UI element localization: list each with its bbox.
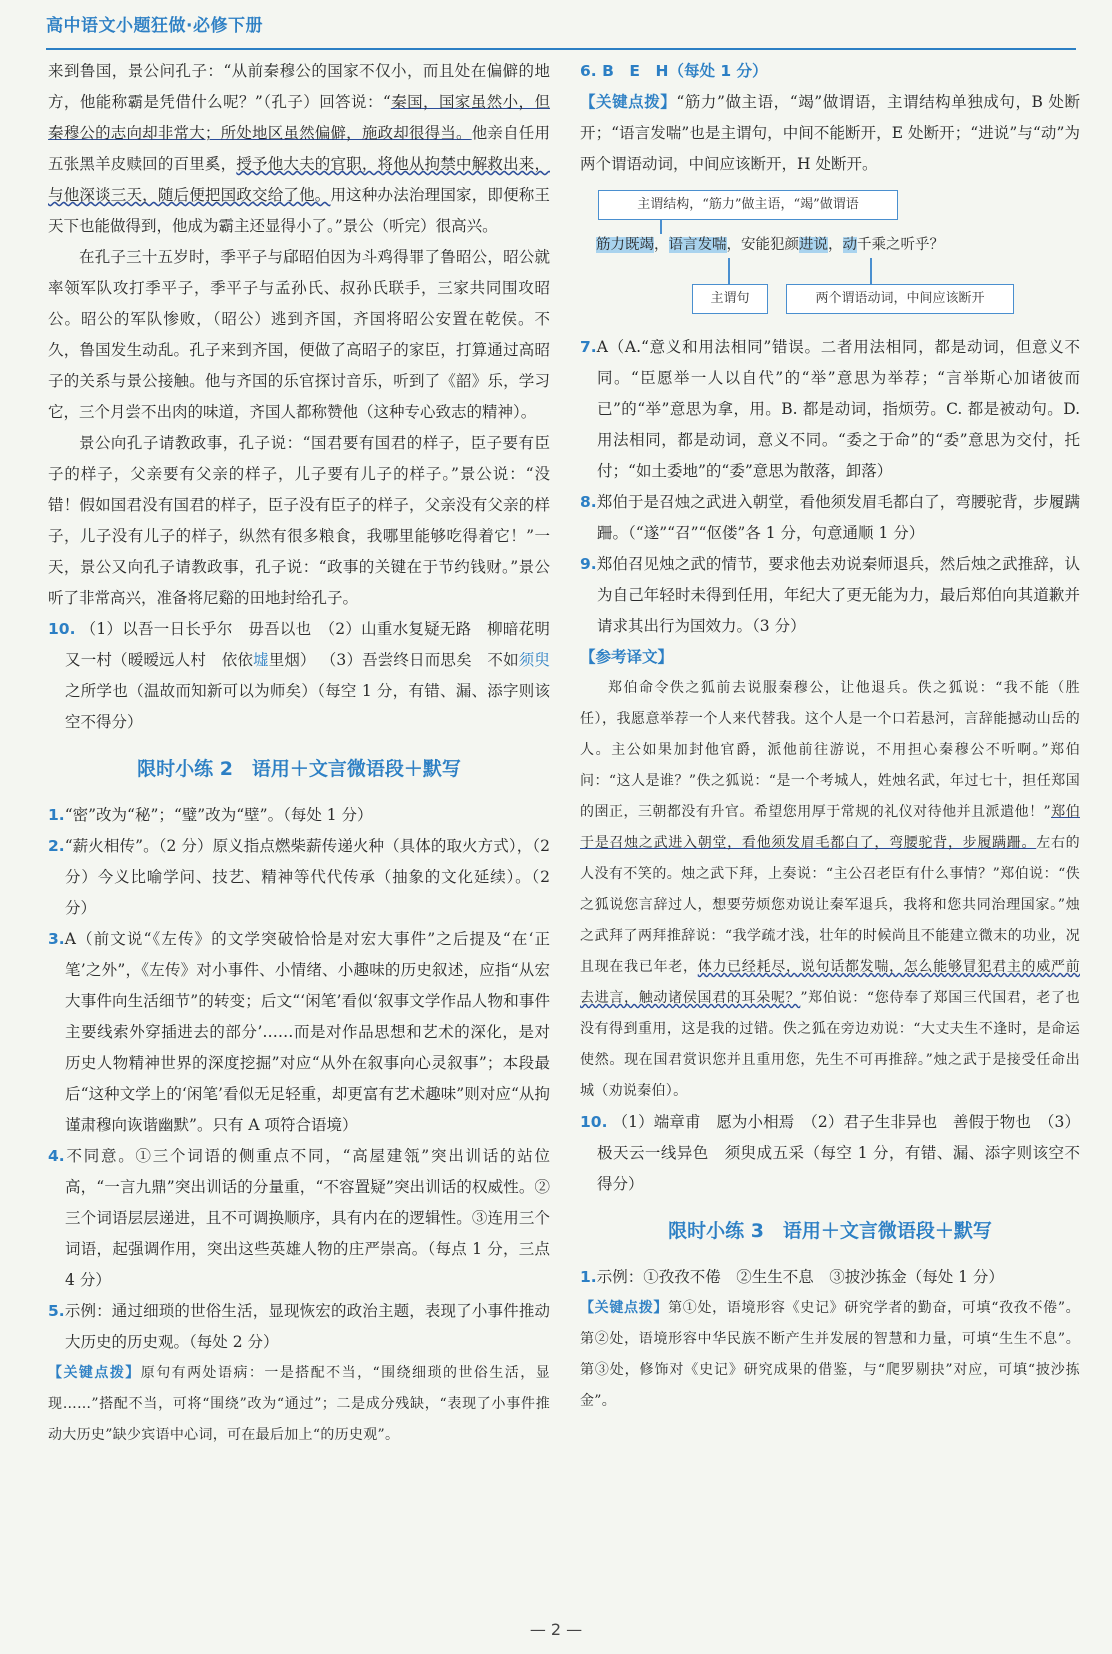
wavy-underlined-text: 体力已经耗尽，说句话都发喘，怎么能够冒犯君主的威严前去进言，触动诸侯国君的耳朵呢？	[580, 959, 1080, 1006]
diagram-box-two-verbs: 两个谓语动词，中间应该断开	[786, 284, 1014, 314]
text-span: 千乘之听乎？	[857, 237, 944, 253]
key-point-text: 第①处，语境形容《史记》研究学者的勤奋，可填“孜孜不倦”。第②处，语境形容中华民族不断产生并发展的智慧和力量，可填“生生不息”。第③处，修饰对《史记》研究成果的借鉴，与“爬罗剔抉”对应，可填“披沙拣金”。	[580, 1300, 1080, 1409]
question-6-answer: 6. B E H（每处 1 分）	[580, 62, 768, 80]
text-span: 用这种办法治理国家，即便称王天下也能做得到，他成为霸主还显得小了。”景公（听完）很高兴。	[48, 186, 550, 235]
diagram-arrow-right	[870, 258, 872, 284]
highlight-text: 动	[842, 237, 857, 253]
question-number: 7.	[580, 338, 597, 356]
answer-text: （1）以吾一日长乎尔	[80, 620, 233, 638]
answer-text: 郑伯于是召烛之武进入朝堂，看他须发眉毛都白了，弯腰驼背，步履蹒跚。（“遂”“召”“伛偻”各 1 分，句意通顺 1 分）	[596, 493, 1080, 542]
highlight-text: 筋力既竭	[596, 237, 654, 253]
text-span: 郑伯命令佚之狐前去说服秦穆公，让他退兵。佚之狐说：“我不能（胜任），我愿意举荐一个人来代替我。这个人是一个口若悬河，言辞能撼动山岳的人。主公如果加封他官爵，派他前往游说，不用担心秦穆公不听啊。”郑伯问：“这人是谁？”佚之狐说：“是一个考城人，姓烛名武，年过七十，担任郑国的圉正，三朝都没有升官。希望您用厚于常规的礼仪对待他并且派遣他！”	[580, 680, 1080, 820]
question-6	[580, 56, 1080, 87]
section-title-2	[48, 752, 550, 786]
s2-key-point	[48, 1358, 550, 1451]
question-8	[580, 487, 1080, 549]
answer-text: 之所学也（温故而知新可以为师矣）（每空 1 分，有错、漏、添字则该空不得分）	[65, 682, 550, 731]
question-number: 2.	[48, 837, 65, 855]
question-number: 5.	[48, 1302, 65, 1320]
translation-paragraph-2: 在孔子三十五岁时，季平子与郈昭伯因为斗鸡得罪了鲁昭公，昭公就率领军队攻打季平子，季平子与孟孙氏、叔孙氏联手，三家共同围攻昭公。昭公的军队惨败，（昭公）逃到齐国，齐国将昭公安置在乾侯。不久，鲁国发生动乱。孔子来到齐国，便做了高昭子的家臣，打算通过高昭子的关系与景公接触。他与齐国的乐官探讨音乐，听到了《韶》乐，学习它，三个月尝不出肉的味道，齐国人都称赞他（这种专心致志的精神）。	[48, 248, 550, 421]
question-number: 1.	[48, 806, 65, 824]
answer-text: 不同意。①三个词语的侧重点不同，“高屋建瓴”突出训话的站位高，“一言九鼎”突出训话的分量重，“不容置疑”突出训话的权威性。②三个词语层层递进，且不可调换顺序，具有内在的逻辑性。③连用三个词语，起强调作用，突出这些英雄人物的庄严崇高。（每点 1 分，三点 4 分）	[64, 1147, 550, 1289]
header-rule	[46, 48, 1076, 50]
s2-item-5	[48, 1296, 550, 1358]
underlined-text: 秦国，国家虽然小，但秦穆公的志向却非常大；所处地区虽然偏僻，施政却很得当。	[48, 93, 550, 142]
page-number: — 2 —	[529, 1620, 583, 1639]
section-title-text: 限时小练 2 语用＋文言微语段＋默写	[137, 758, 461, 780]
sentence-break-diagram	[580, 186, 1080, 328]
reference-translation-label	[580, 642, 1080, 673]
key-point-text: 原句有两处语病：一是搭配不当，“围绕细琐的世俗生活，显现……”搭配不当，可将“围绕”改为“通过”；二是成分残缺，“表现了小事件推动大历史”缺少宾语中心词，可在最后加上“的历史观”。	[48, 1365, 550, 1443]
s2-item-2	[48, 831, 550, 924]
answer-text: A（A.“意义和用法相同”错误。二者用法相同，都是动词，但意义不同。“臣愿举一人以自代”的“举”意思为举荐；“言举斯心加诸彼而已”的“举”意思为拿，用。B. 都是动词，指烦劳。C. 都是被动句。D. 用法相同，都是动词，意义不同。“委之于命”的“委”意思为交付，托付；“如土委地”的“委”意思为散落，卸落）	[596, 338, 1080, 480]
question-number: 1.	[580, 1268, 597, 1286]
question-10	[48, 614, 550, 738]
answer-text: 里烟）	[268, 651, 316, 669]
answer-text: 郑伯召见烛之武的情节，要求他去劝说秦师退兵，然后烛之武推辞，认为自己年轻时未得到任用，年纪大了更无能为力，最后郑伯向其道歉并请求其出行为国效力。（3 分）	[596, 555, 1080, 635]
text-span: ，	[654, 237, 669, 253]
answer-text: 须臾	[518, 651, 550, 669]
text-span: ”郑伯说：“您侍奉了郑国三代国君，老了也没有得到重用，这是我的过错。佚之狐在旁边劝说：“大丈夫生不逢时，是命运使然。现在国君赏识您并且重用您，先生不可再推辞。”烛之武于是接受任命出城（劝说秦伯）。	[580, 990, 1080, 1099]
section-title-3	[580, 1214, 1080, 1248]
answer-text: 墟	[253, 651, 269, 669]
answer-text: A（前文说“《左传》的文学突破恰恰是对宏大事件”之后提及“在‘正笔’之外”，《左传》对小事件、小情绪、小趣味的历史叙述，应指“从宏大事件向生活细节”的转变；后文“‘闲笔’看似‘叙事文学作品人物和事件主要线索外穿插进去的部分’……而是对作品思想和艺术的深化，是对历史人物精神世界的深度挖掘”对应“从外在叙事向心灵叙事”；本段最后“这种文学上的‘闲笔’看似无足轻重，却更富有艺术趣味”则对应“从拘谨肃穆向诙谐幽默”。只有 A 项符合语境）	[64, 930, 550, 1134]
left-column	[48, 56, 550, 1616]
question-7	[580, 332, 1080, 487]
translation-paragraph-1	[48, 56, 550, 242]
s2-item-4	[48, 1141, 550, 1296]
section-title-text: 限时小练 3 语用＋文言微语段＋默写	[668, 1220, 992, 1242]
text-span: ，	[828, 237, 843, 253]
question-9	[580, 549, 1080, 642]
answer-text: 柳暗花明又一村（	[65, 620, 550, 669]
diagram-box-subject-predicate: 主谓结构，“筋力”做主语，“竭”做谓语	[598, 190, 898, 220]
question-10-right	[580, 1107, 1080, 1200]
answer-text: 示例：通过细琐的世俗生活，显现恢宏的政治主题，表现了小事件推动大历史的历史观。（每处 2 分）	[64, 1302, 550, 1351]
reference-translation	[580, 673, 1080, 1107]
question-number: 8.	[580, 493, 597, 511]
diagram-arrow-left	[728, 258, 730, 284]
text-span: ，安能犯颜	[726, 237, 799, 253]
answer-text: 示例：①孜孜不倦 ②生生不息 ③披沙拣金（每处 1 分）	[596, 1268, 1004, 1286]
s3-item-1	[580, 1262, 1080, 1293]
underlined-text: 郑伯于是召烛之武进入朝堂，看他须发眉毛都白了，弯腰驼背，步履蹒跚。	[580, 804, 1080, 851]
answer-text: （3）吾尝终日而思矣	[320, 651, 472, 669]
question-number: 3.	[48, 930, 65, 948]
key-point-label: 【关键点拨】	[48, 1365, 141, 1381]
question-number: 9.	[580, 555, 597, 573]
highlight-text: 语言发喘	[668, 237, 727, 253]
key-point-label: 【关键点拨】	[580, 93, 677, 111]
question-number: 10.	[580, 1113, 608, 1131]
running-header: 高中语文小题狂做·必修下册	[46, 16, 263, 36]
text-span: 左右的人没有不笑的。烛之武下拜，上奏说：“主公召老臣有什么事情？”郑伯说：“佚之狐说您言辞过人，想要劳烦您劝说让秦军退兵，我将和您共同治理国家。”烛之武拜了两拜推辞说：“我学疏才浅，壮年的时候尚且不能建立微末的功业，况且现在我已年老，	[580, 835, 1080, 975]
translation-paragraph-3: 景公向孔子请教政事，孔子说：“国君要有国君的样子，臣子要有臣子的样子，父亲要有父亲的样子，儿子要有儿子的样子。”景公说：“没错！假如国君没有国君的样子，臣子没有臣子的样子，父亲没有父亲的样子，儿子没有儿子的样子，纵然有很多粮食，我哪里能够吃得着它！”一天，景公又向孔子请教政事，孔子说：“政事的关键在于节约钱财。”景公听了非常高兴，准备将尼谿的田地封给孔子。	[48, 434, 550, 607]
highlight-text: 进说	[799, 237, 828, 253]
key-point-text: “筋力”做主语，“竭”做谓语，主谓结构单独成句，B 处断开；“语言发喘”也是主谓句，中间不能断开，E 处断开；“进说”与“动”为两个谓语动词，中间应该断开，H 处断开。	[580, 93, 1080, 173]
s2-item-1	[48, 800, 550, 831]
text-span: 他亲自任用五张黑羊皮赎回的百里奚，	[48, 124, 550, 173]
answer-text: （2）山重水复疑无路	[327, 620, 472, 638]
answer-text: 毋吾以也	[248, 620, 312, 638]
answer-text: 依依	[221, 651, 254, 669]
translation-label: 【参考译文】	[580, 648, 674, 666]
wavy-underlined-text: 授予他大夫的官职，将他从拘禁中解救出来，与他深谈三天，随后便把国政交给了他。	[48, 155, 550, 204]
answer-text: （1）端章甫 愿为小相焉 （2）君子生非异也 善假于物也 （3）极天云一线异色 须臾成五采（每空 1 分，有错、漏、添字则该空不得分）	[597, 1113, 1080, 1193]
s2-item-3	[48, 924, 550, 1141]
key-point-label: 【关键点拨】	[580, 1300, 669, 1316]
diagram-sentence	[596, 232, 944, 258]
q6-key-point	[580, 87, 1080, 180]
s3-key-point	[580, 1293, 1080, 1417]
answer-text: 暧暧	[127, 651, 160, 669]
answer-text: 不如	[487, 651, 519, 669]
answer-text: “密”改为“秘”；“璧”改为“壁”。（每处 1 分）	[64, 806, 373, 824]
question-number: 10.	[48, 620, 76, 638]
text-span: 来到鲁国，景公问孔子：“从前秦穆公的国家不仅小，而且处在偏僻的地方，他能称霸是凭借什么呢？”（孔子）回答说：“	[48, 62, 550, 111]
right-column	[580, 56, 1080, 1616]
question-number: 4.	[48, 1147, 65, 1165]
answer-text: 远人村	[159, 651, 207, 669]
answer-text: “薪火相传”。（2 分）原义指点燃柴薪传递火种（具体的取火方式），（2 分）今义比喻学问、技艺、精神等代代传承（抽象的文化延续）。（2 分）	[64, 837, 550, 917]
diagram-box-subject-sentence: 主谓句	[692, 284, 768, 314]
